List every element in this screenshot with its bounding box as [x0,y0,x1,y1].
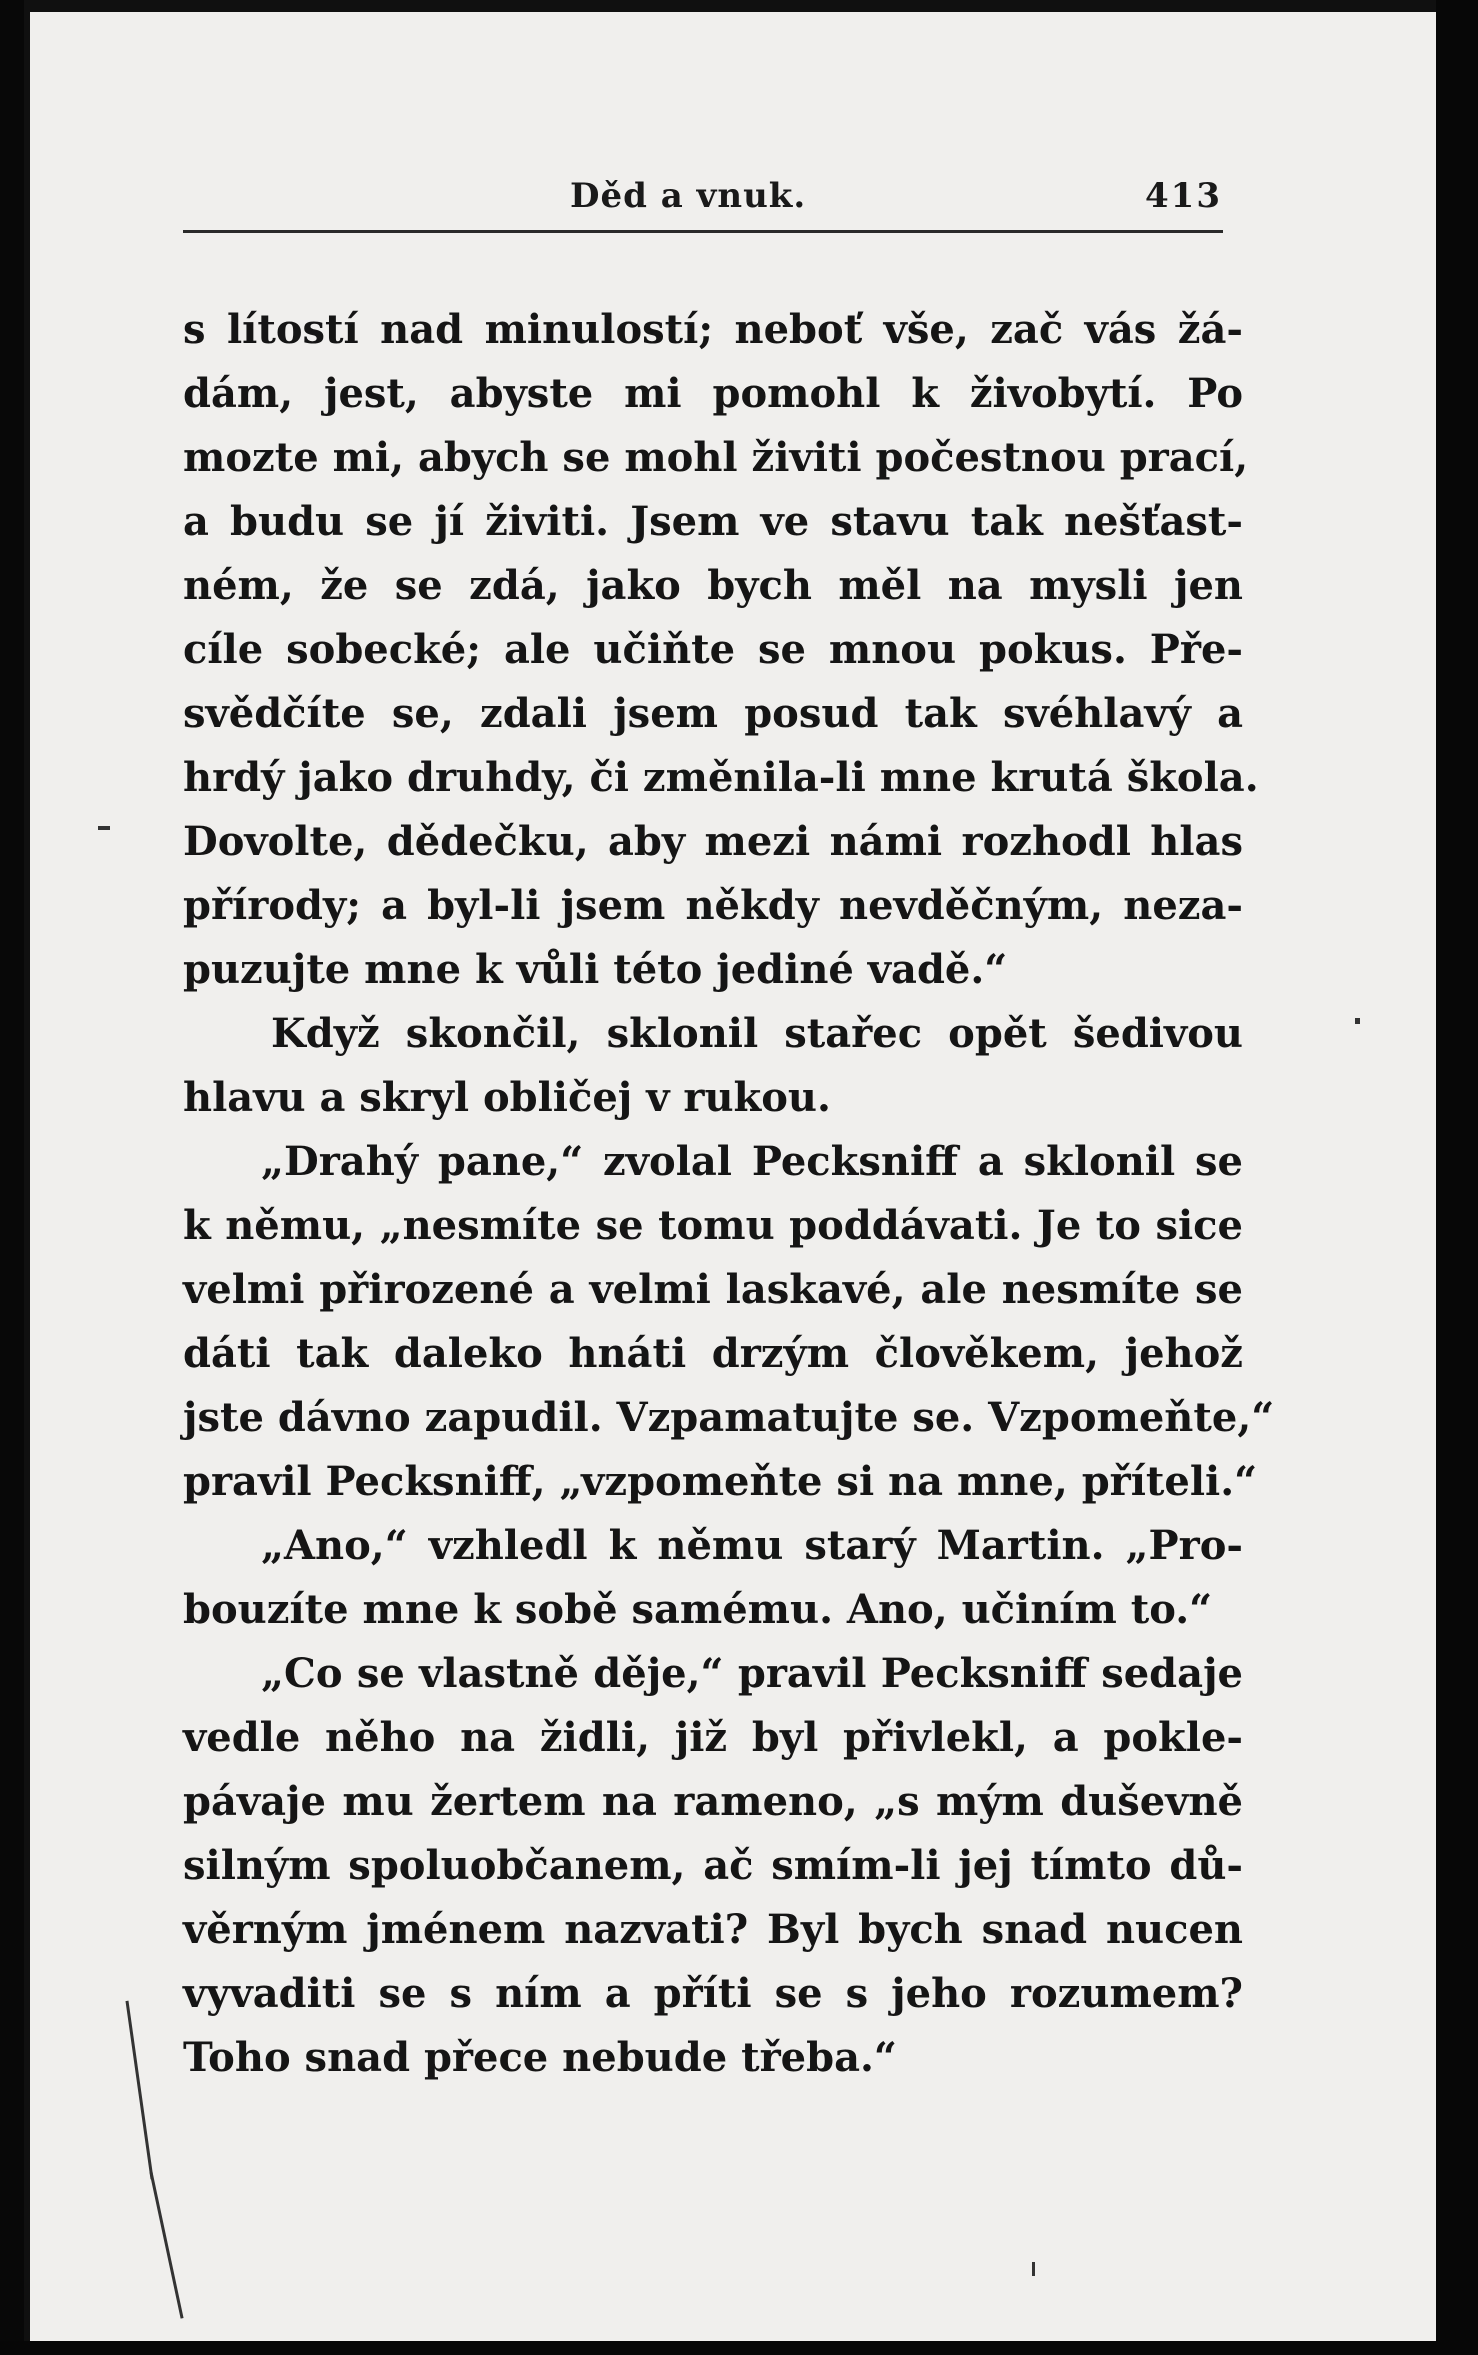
text-line: Dovolte, dědečku, aby mezi námi rozhodl hlas [183,818,1243,865]
text-line: dáti tak daleko hnáti drzým člověkem, jehož [183,1330,1243,1377]
text-line: jste dávno zapudil. Vzpamatujte se. Vzpomeňte,“ [183,1394,1275,1441]
text-line: silným spoluobčanem, ač smím-li jej tímto dů- [183,1842,1243,1889]
text-line: cíle sobecké; ale učiňte se mnou pokus. Pře- [183,626,1243,673]
text-line: přírody; a byl-li jsem někdy nevděčným, neza- [183,882,1243,929]
page-bottom-edge [0,2341,1478,2355]
page-right-edge [1436,0,1478,2355]
text-line: „Drahý pane,“ zvolal Pecksniff a sklonil se [261,1138,1243,1185]
text-line: a budu se jí živiti. Jsem ve stavu tak nešťast- [183,498,1243,545]
text-line: k němu, „nesmíte se tomu poddávati. Je to sice [183,1202,1243,1249]
scan-speck [1032,2262,1035,2276]
text-line: mozte mi, abych se mohl živiti počestnou prací, [183,434,1249,481]
text-line: hlavu a skryl obličej v rukou. [183,1074,831,1121]
text-line: věrným jménem nazvati? Byl bych snad nucen [183,1906,1243,1953]
text-line: hrdý jako druhdy, či změnila-li mne krutá škola. [183,754,1259,801]
text-line: „Co se vlastně děje,“ pravil Pecksniff sedaje [261,1650,1243,1697]
page-number: 413 [1145,176,1222,216]
page-body [183,298,1275,2090]
scan-speck [1355,1018,1360,1024]
text-line: vedle něho na židli, již byl přivlekl, a pokle- [183,1714,1243,1761]
text-line: pravil Pecksniff, „vzpomeňte si na mne, příteli.“ [183,1458,1258,1505]
running-title: Děd a vnuk. [570,176,807,216]
text-line: Když skončil, sklonil stařec opět šedivou [271,1010,1243,1057]
text-line: pávaje mu žertem na rameno, „s mým duševně [183,1778,1243,1825]
page-spine-shadow [0,0,24,2355]
header-rule [183,230,1223,233]
text-line: vyvaditi se s ním a příti se s jeho rozumem? [183,1970,1243,2017]
text-line: s lítostí nad minulostí; neboť vše, zač vás žá- [183,306,1243,353]
scan-speck [98,826,110,830]
text-line: „Ano,“ vzhledl k němu starý Martin. „Pro- [261,1522,1243,1569]
text-line: ném, že se zdá, jako bych měl na mysli jen [183,562,1243,609]
text-line: bouzíte mne k sobě samému. Ano, učiním to.“ [183,1586,1213,1633]
text-line: velmi přirozené a velmi laskavé, ale nesmíte se [183,1266,1243,1313]
text-line: dám, jest, abyste mi pomohl k živobytí. Po [183,370,1243,417]
text-line: Toho snad přece nebude třeba.“ [183,2034,897,2081]
text-line: puzujte mne k vůli této jediné vadě.“ [183,946,1008,993]
running-header [570,176,1222,216]
text-line: svědčíte se, zdali jsem posud tak svéhlavý a [183,690,1243,737]
